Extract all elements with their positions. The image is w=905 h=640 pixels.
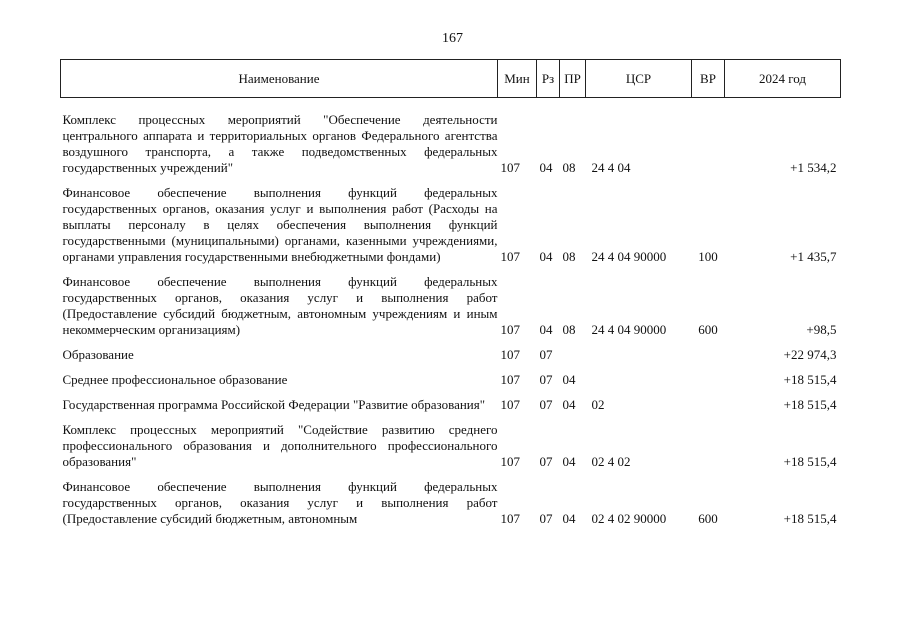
- header-min: Мин: [498, 60, 537, 98]
- row-vr: [692, 347, 725, 363]
- row-vr: 100: [698, 248, 718, 264]
- row-csr: 24 4 04 90000: [591, 321, 667, 337]
- row-rz: 07: [539, 346, 553, 362]
- row-min: 107: [500, 248, 520, 264]
- row-amount: +18 515,4: [783, 396, 837, 412]
- header-name: Наименование: [61, 60, 498, 98]
- row-csr: 02 4 02: [591, 453, 631, 469]
- table-row: [61, 397, 841, 413]
- header-rz: Рз: [537, 60, 560, 98]
- row-rz: 07: [539, 510, 553, 526]
- row-min: 107: [500, 371, 520, 387]
- table-row: [61, 422, 841, 470]
- row-rz: 04: [539, 321, 553, 337]
- page-number: 167: [442, 31, 463, 46]
- row-amount: +98,5: [806, 321, 837, 337]
- row-vr: [692, 112, 725, 176]
- row-amount: +22 974,3: [783, 346, 837, 362]
- row-amount: +18 515,4: [783, 510, 837, 526]
- row-min: 107: [500, 510, 520, 526]
- row-name: Комплекс процессных мероприятий "Содействие развитию среднего профессионального образования и дополнительного профессионального образования": [62, 421, 498, 469]
- table-row: [61, 274, 841, 338]
- row-min: 107: [500, 396, 520, 412]
- row-pr: 04: [562, 510, 576, 526]
- row-name: Финансовое обеспечение выполнения функций федеральных государственных органов, оказания услуг и выполнения работ (Предоставление субсидий бюджетным, автономным учреждениям и иным некоммерческим организациям): [62, 273, 498, 337]
- table-row: [61, 479, 841, 527]
- table-header-row: [61, 60, 841, 98]
- row-name: Государственная программа Российской Федерации "Развитие образования": [62, 396, 486, 412]
- budget-table: [60, 59, 841, 527]
- row-csr: 02 4 02 90000: [591, 510, 667, 526]
- row-rz: 07: [539, 396, 553, 412]
- header-pr: ПР: [560, 60, 586, 98]
- row-csr: 24 4 04: [591, 159, 631, 175]
- row-amount: +18 515,4: [783, 371, 837, 387]
- row-csr: 24 4 04 90000: [591, 248, 667, 264]
- row-min: 107: [500, 453, 520, 469]
- row-vr: [692, 372, 725, 388]
- row-pr: 08: [562, 159, 576, 175]
- row-pr: 08: [562, 248, 576, 264]
- row-csr: [586, 372, 692, 388]
- row-rz: 04: [539, 159, 553, 175]
- row-vr: 600: [698, 321, 718, 337]
- row-pr: 08: [562, 321, 576, 337]
- row-name: Финансовое обеспечение выполнения функций федеральных государственных органов, оказания услуг и выполнения работ (Предоставление субсидий бюджетным, автономным: [62, 478, 498, 526]
- row-min: 107: [500, 346, 520, 362]
- header-vr: ВР: [692, 60, 725, 98]
- row-name: Комплекс процессных мероприятий "Обеспечение деятельности центрального аппарата и территориальных органов Федерального агентства воздушного транспорта, а также подведомственных федеральных государственных учреждений": [62, 111, 498, 175]
- row-name: Финансовое обеспечение выполнения функций федеральных государственных органов, оказания услуг и выполнения работ (Расходы на выплаты персоналу в целях обеспечения выполнения функций государственными (муниципальными) органами, казенными учреждениями, органами управления государственными внебюджетными фондами): [62, 184, 498, 264]
- row-amount: +1 435,7: [790, 248, 837, 264]
- row-csr: 02: [591, 396, 605, 412]
- row-vr: [692, 397, 725, 413]
- row-min: 107: [500, 159, 520, 175]
- row-vr: 600: [698, 510, 718, 526]
- row-amount: +1 534,2: [790, 159, 837, 175]
- row-name: Образование: [62, 346, 134, 362]
- header-csr: ЦСР: [586, 60, 692, 98]
- row-pr: [560, 347, 586, 363]
- row-amount: +18 515,4: [783, 453, 837, 469]
- row-csr: [586, 347, 692, 363]
- row-rz: 07: [539, 453, 553, 469]
- row-pr: 04: [562, 396, 576, 412]
- row-vr: [692, 422, 725, 470]
- table-row: [61, 347, 841, 363]
- header-year: 2024 год: [725, 60, 841, 98]
- row-name: Среднее профессиональное образование: [62, 371, 288, 387]
- row-min: 107: [500, 321, 520, 337]
- row-pr: 04: [562, 371, 576, 387]
- row-pr: 04: [562, 453, 576, 469]
- row-rz: 04: [539, 248, 553, 264]
- table-row: [61, 185, 841, 265]
- table-row: [61, 112, 841, 176]
- row-rz: 07: [539, 371, 553, 387]
- table-row: [61, 372, 841, 388]
